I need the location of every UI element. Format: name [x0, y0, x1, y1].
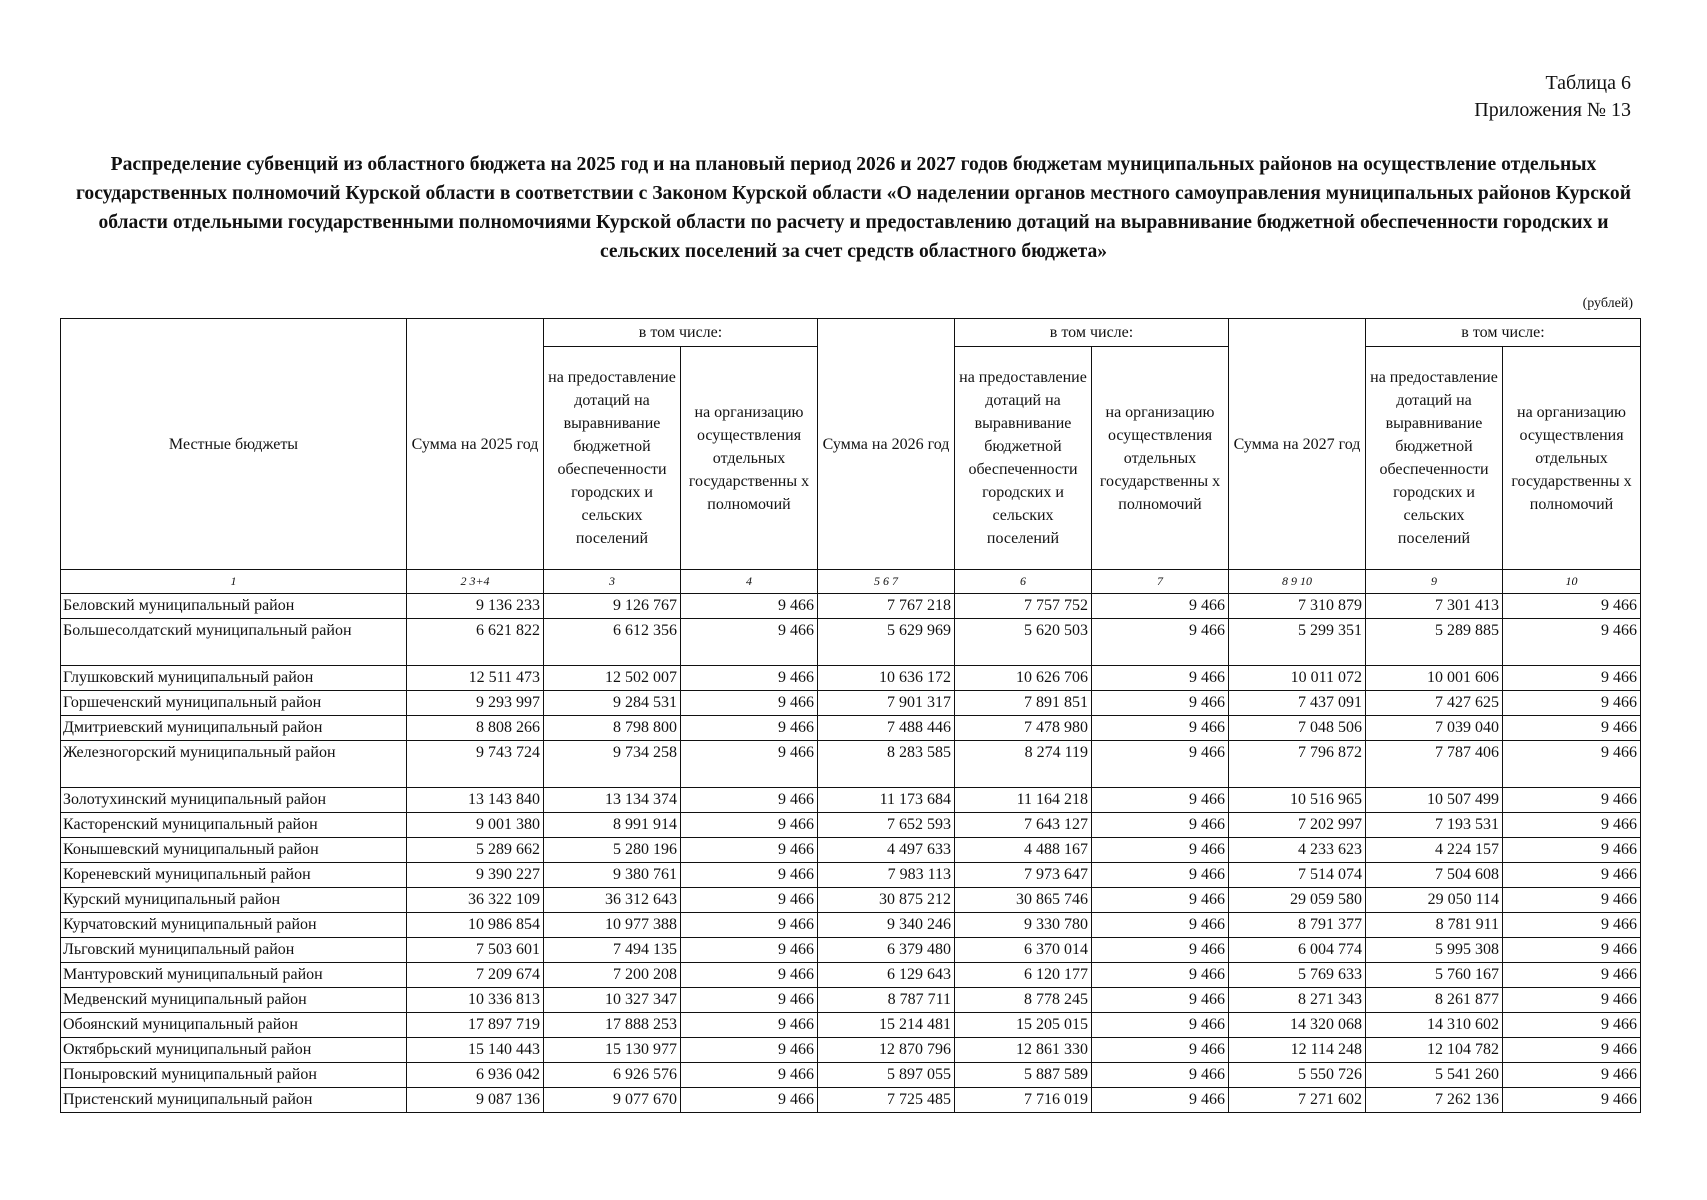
amount-cell: 9 466 [1503, 1063, 1641, 1088]
header-organization-2026: на организацию осуществления отдельных государственны х полномочий [1092, 347, 1229, 570]
amount-cell: 13 134 374 [544, 788, 681, 813]
amount-cell: 9 466 [1503, 863, 1641, 888]
amount-cell: 7 514 074 [1229, 863, 1366, 888]
amount-cell: 9 466 [1503, 716, 1641, 741]
amount-cell: 8 787 711 [818, 988, 955, 1013]
amount-cell: 12 114 248 [1229, 1038, 1366, 1063]
amount-cell: 36 322 109 [407, 888, 544, 913]
amount-cell: 9 390 227 [407, 863, 544, 888]
amount-cell: 9 466 [1503, 788, 1641, 813]
amount-cell: 9 466 [1503, 913, 1641, 938]
amount-cell: 8 991 914 [544, 813, 681, 838]
amount-cell: 10 011 072 [1229, 666, 1366, 691]
column-number-row [61, 570, 1641, 594]
document-title: Распределение субвенций из областного бюджета на 2025 год и на плановый период 2026 и 2027 годов бюджетам муниципальных районов на осуществление отдельных государственных полномочий Курской области в соответствии с Законом Курской области «О наделении органов местного самоуправления муниципальных районов Курской области отдельными государственными полномочиями Курской области по расчету и предоставлению дотаций на выравнивание бюджетной обеспеченности городских и сельских поселений за счет средств областного бюджета» [75, 154, 1632, 262]
amount-cell: 9 466 [1503, 813, 1641, 838]
table-row [61, 813, 1641, 838]
amount-cell: 7 643 127 [955, 813, 1092, 838]
amount-cell: 12 870 796 [818, 1038, 955, 1063]
table-row [61, 716, 1641, 741]
amount-cell: 7 725 485 [818, 1088, 955, 1113]
amount-cell: 7 973 647 [955, 863, 1092, 888]
district-name: Обоянский муниципальный район [61, 1013, 407, 1038]
amount-cell: 12 502 007 [544, 666, 681, 691]
amount-cell: 9 466 [681, 619, 818, 666]
table-row [61, 963, 1641, 988]
amount-cell: 15 205 015 [955, 1013, 1092, 1038]
table-row [61, 741, 1641, 788]
amount-cell: 7 503 601 [407, 938, 544, 963]
amount-cell: 9 466 [681, 863, 818, 888]
amount-cell: 9 077 670 [544, 1088, 681, 1113]
amount-cell: 9 284 531 [544, 691, 681, 716]
amount-cell: 9 466 [1092, 666, 1229, 691]
amount-cell: 9 466 [681, 788, 818, 813]
amount-cell: 9 466 [1503, 988, 1641, 1013]
amount-cell: 15 140 443 [407, 1038, 544, 1063]
amount-cell: 9 466 [681, 1038, 818, 1063]
amount-cell: 7 271 602 [1229, 1088, 1366, 1113]
amount-cell: 6 612 356 [544, 619, 681, 666]
amount-cell: 6 926 576 [544, 1063, 681, 1088]
amount-cell: 9 466 [1092, 888, 1229, 913]
district-name: Курский муниципальный район [61, 888, 407, 913]
header-organization-2027: на организацию осуществления отдельных государственны х полномочий [1503, 347, 1641, 570]
amount-cell: 7 039 040 [1366, 716, 1503, 741]
amount-cell: 5 541 260 [1366, 1063, 1503, 1088]
amount-cell: 10 507 499 [1366, 788, 1503, 813]
column-number: 7 [1092, 570, 1229, 594]
amount-cell: 9 466 [1503, 666, 1641, 691]
amount-cell: 6 129 643 [818, 963, 955, 988]
amount-cell: 4 233 623 [1229, 838, 1366, 863]
district-name: Октябрьский муниципальный район [61, 1038, 407, 1063]
amount-cell: 8 781 911 [1366, 913, 1503, 938]
header-group-2025: в том числе: [544, 319, 818, 347]
amount-cell: 9 466 [681, 988, 818, 1013]
amount-cell: 9 001 380 [407, 813, 544, 838]
amount-cell: 9 466 [1503, 594, 1641, 619]
amount-cell: 9 466 [681, 691, 818, 716]
amount-cell: 10 977 388 [544, 913, 681, 938]
amount-cell: 8 778 245 [955, 988, 1092, 1013]
table-row [61, 913, 1641, 938]
amount-cell: 9 466 [1503, 888, 1641, 913]
header-dotation-2025: на предоставление дотаций на выравнивание бюджетной обеспеченности городских и сельских поселений [544, 347, 681, 570]
district-name: Медвенский муниципальный район [61, 988, 407, 1013]
amount-cell: 9 466 [681, 1063, 818, 1088]
column-number: 2 3+4 [407, 570, 544, 594]
amount-cell: 7 652 593 [818, 813, 955, 838]
amount-cell: 5 280 196 [544, 838, 681, 863]
column-number: 3 [544, 570, 681, 594]
amount-cell: 9 466 [1092, 1063, 1229, 1088]
district-name: Курчатовский муниципальный район [61, 913, 407, 938]
amount-cell: 9 466 [1092, 988, 1229, 1013]
amount-cell: 7 716 019 [955, 1088, 1092, 1113]
amount-cell: 9 466 [1092, 788, 1229, 813]
amount-cell: 5 760 167 [1366, 963, 1503, 988]
amount-cell: 9 466 [681, 938, 818, 963]
amount-cell: 5 995 308 [1366, 938, 1503, 963]
amount-cell: 12 511 473 [407, 666, 544, 691]
amount-cell: 12 861 330 [955, 1038, 1092, 1063]
header-dotation-2027: на предоставление дотаций на выравнивание бюджетной обеспеченности городских и сельских поселений [1366, 347, 1503, 570]
header-local-budgets: Местные бюджеты [61, 319, 407, 570]
amount-cell: 7 048 506 [1229, 716, 1366, 741]
amount-cell: 7 200 208 [544, 963, 681, 988]
amount-cell: 9 340 246 [818, 913, 955, 938]
district-name: Золотухинский муниципальный район [61, 788, 407, 813]
amount-cell: 9 466 [1092, 716, 1229, 741]
amount-cell: 9 466 [681, 666, 818, 691]
amount-cell: 9 330 780 [955, 913, 1092, 938]
district-name: Касторенский муниципальный район [61, 813, 407, 838]
district-name: Железногорский муниципальный район [61, 741, 407, 788]
amount-cell: 8 271 343 [1229, 988, 1366, 1013]
amount-cell: 7 901 317 [818, 691, 955, 716]
amount-cell: 9 466 [681, 963, 818, 988]
amount-cell: 9 466 [1503, 1013, 1641, 1038]
units-label: (рублей) [1582, 296, 1633, 311]
amount-cell: 15 214 481 [818, 1013, 955, 1038]
district-name: Поныровский муниципальный район [61, 1063, 407, 1088]
amount-cell: 29 050 114 [1366, 888, 1503, 913]
amount-cell: 5 887 589 [955, 1063, 1092, 1088]
amount-cell: 9 136 233 [407, 594, 544, 619]
amount-cell: 13 143 840 [407, 788, 544, 813]
amount-cell: 8 808 266 [407, 716, 544, 741]
amount-cell: 5 289 885 [1366, 619, 1503, 666]
amount-cell: 8 283 585 [818, 741, 955, 788]
amount-cell: 10 516 965 [1229, 788, 1366, 813]
amount-cell: 4 488 167 [955, 838, 1092, 863]
table-row [61, 1038, 1641, 1063]
table-row [61, 888, 1641, 913]
amount-cell: 36 312 643 [544, 888, 681, 913]
amount-cell: 6 120 177 [955, 963, 1092, 988]
table-row [61, 863, 1641, 888]
amount-cell: 9 466 [1092, 691, 1229, 716]
amount-cell: 9 734 258 [544, 741, 681, 788]
amount-cell: 10 636 172 [818, 666, 955, 691]
amount-cell: 10 986 854 [407, 913, 544, 938]
amount-cell: 9 466 [1503, 1088, 1641, 1113]
amount-cell: 8 791 377 [1229, 913, 1366, 938]
amount-cell: 5 769 633 [1229, 963, 1366, 988]
amount-cell: 8 274 119 [955, 741, 1092, 788]
amount-cell: 9 466 [1092, 913, 1229, 938]
table-row [61, 938, 1641, 963]
amount-cell: 7 209 674 [407, 963, 544, 988]
table-row [61, 1063, 1641, 1088]
amount-cell: 12 104 782 [1366, 1038, 1503, 1063]
amount-cell: 9 126 767 [544, 594, 681, 619]
amount-cell: 9 466 [1092, 863, 1229, 888]
amount-cell: 9 466 [1092, 963, 1229, 988]
amount-cell: 10 327 347 [544, 988, 681, 1013]
table-row [61, 666, 1641, 691]
amount-cell: 30 865 746 [955, 888, 1092, 913]
amount-cell: 9 466 [681, 888, 818, 913]
district-name: Глушковский муниципальный район [61, 666, 407, 691]
amount-cell: 9 466 [1503, 963, 1641, 988]
amount-cell: 9 466 [681, 813, 818, 838]
amount-cell: 7 427 625 [1366, 691, 1503, 716]
amount-cell: 7 301 413 [1366, 594, 1503, 619]
amount-cell: 7 494 135 [544, 938, 681, 963]
column-number: 5 6 7 [818, 570, 955, 594]
subvention-table [60, 318, 1641, 1113]
amount-cell: 9 466 [1503, 691, 1641, 716]
amount-cell: 9 466 [681, 913, 818, 938]
column-number: 10 [1503, 570, 1641, 594]
amount-cell: 9 466 [1503, 1038, 1641, 1063]
amount-cell: 9 466 [1503, 838, 1641, 863]
amount-cell: 9 466 [1503, 741, 1641, 788]
table-row [61, 619, 1641, 666]
amount-cell: 4 497 633 [818, 838, 955, 863]
amount-cell: 9 466 [1503, 938, 1641, 963]
amount-cell: 9 466 [681, 716, 818, 741]
appendix-label: Приложения № 13 [1474, 99, 1631, 121]
amount-cell: 7 478 980 [955, 716, 1092, 741]
amount-cell: 7 310 879 [1229, 594, 1366, 619]
district-name: Беловский муниципальный район [61, 594, 407, 619]
amount-cell: 9 466 [1092, 619, 1229, 666]
amount-cell: 9 466 [681, 594, 818, 619]
district-name: Льговский муниципальный район [61, 938, 407, 963]
district-name: Дмитриевский муниципальный район [61, 716, 407, 741]
amount-cell: 7 488 446 [818, 716, 955, 741]
table-row [61, 988, 1641, 1013]
district-name: Большесолдатский муниципальный район [61, 619, 407, 666]
amount-cell: 9 087 136 [407, 1088, 544, 1113]
amount-cell: 7 437 091 [1229, 691, 1366, 716]
amount-cell: 7 262 136 [1366, 1088, 1503, 1113]
amount-cell: 9 466 [1092, 813, 1229, 838]
amount-cell: 10 001 606 [1366, 666, 1503, 691]
amount-cell: 9 466 [1092, 594, 1229, 619]
amount-cell: 17 897 719 [407, 1013, 544, 1038]
header-group-2026: в том числе: [955, 319, 1229, 347]
amount-cell: 6 379 480 [818, 938, 955, 963]
amount-cell: 9 466 [681, 1013, 818, 1038]
amount-cell: 6 370 014 [955, 938, 1092, 963]
header-group-2027: в том числе: [1366, 319, 1641, 347]
header-sum-2027: Сумма на 2027 год [1229, 319, 1366, 570]
amount-cell: 9 466 [1092, 1088, 1229, 1113]
amount-cell: 7 796 872 [1229, 741, 1366, 788]
amount-cell: 6 004 774 [1229, 938, 1366, 963]
amount-cell: 9 466 [1092, 1013, 1229, 1038]
amount-cell: 5 620 503 [955, 619, 1092, 666]
amount-cell: 7 757 752 [955, 594, 1092, 619]
amount-cell: 14 320 068 [1229, 1013, 1366, 1038]
table-row [61, 691, 1641, 716]
amount-cell: 8 261 877 [1366, 988, 1503, 1013]
header-sum-2025: Сумма на 2025 год [407, 319, 544, 570]
amount-cell: 7 767 218 [818, 594, 955, 619]
district-name: Пристенский муниципальный район [61, 1088, 407, 1113]
amount-cell: 7 983 113 [818, 863, 955, 888]
amount-cell: 8 798 800 [544, 716, 681, 741]
header-dotation-2026: на предоставление дотаций на выравнивание бюджетной обеспеченности городских и сельских поселений [955, 347, 1092, 570]
amount-cell: 9 466 [1092, 741, 1229, 788]
district-name: Мантуровский муниципальный район [61, 963, 407, 988]
amount-cell: 5 289 662 [407, 838, 544, 863]
column-number: 1 [61, 570, 407, 594]
amount-cell: 14 310 602 [1366, 1013, 1503, 1038]
amount-cell: 10 336 813 [407, 988, 544, 1013]
amount-cell: 9 466 [681, 838, 818, 863]
amount-cell: 5 550 726 [1229, 1063, 1366, 1088]
table-row [61, 1013, 1641, 1038]
amount-cell: 9 293 997 [407, 691, 544, 716]
amount-cell: 11 173 684 [818, 788, 955, 813]
amount-cell: 10 626 706 [955, 666, 1092, 691]
amount-cell: 6 621 822 [407, 619, 544, 666]
amount-cell: 9 466 [1092, 938, 1229, 963]
table-row [61, 594, 1641, 619]
amount-cell: 30 875 212 [818, 888, 955, 913]
amount-cell: 7 193 531 [1366, 813, 1503, 838]
amount-cell: 7 787 406 [1366, 741, 1503, 788]
amount-cell: 5 629 969 [818, 619, 955, 666]
amount-cell: 5 299 351 [1229, 619, 1366, 666]
amount-cell: 7 202 997 [1229, 813, 1366, 838]
amount-cell: 4 224 157 [1366, 838, 1503, 863]
amount-cell: 7 504 608 [1366, 863, 1503, 888]
amount-cell: 9 466 [681, 741, 818, 788]
column-number: 8 9 10 [1229, 570, 1366, 594]
amount-cell: 5 897 055 [818, 1063, 955, 1088]
header-organization-2025: на организацию осуществления отдельных государственны х полномочий [681, 347, 818, 570]
table-label: Таблица 6 [1545, 72, 1631, 94]
table-body [61, 594, 1641, 1113]
amount-cell: 9 466 [681, 1088, 818, 1113]
header-sum-2026: Сумма на 2026 год [818, 319, 955, 570]
amount-cell: 15 130 977 [544, 1038, 681, 1063]
column-number: 9 [1366, 570, 1503, 594]
table-row [61, 1088, 1641, 1113]
amount-cell: 9 466 [1503, 619, 1641, 666]
amount-cell: 17 888 253 [544, 1013, 681, 1038]
district-name: Конышевский муниципальный район [61, 838, 407, 863]
column-number: 6 [955, 570, 1092, 594]
amount-cell: 9 380 761 [544, 863, 681, 888]
column-number: 4 [681, 570, 818, 594]
amount-cell: 9 743 724 [407, 741, 544, 788]
amount-cell: 6 936 042 [407, 1063, 544, 1088]
amount-cell: 9 466 [1092, 1038, 1229, 1063]
district-name: Горшеченский муниципальный район [61, 691, 407, 716]
amount-cell: 11 164 218 [955, 788, 1092, 813]
district-name: Кореневский муниципальный район [61, 863, 407, 888]
amount-cell: 7 891 851 [955, 691, 1092, 716]
table-row [61, 838, 1641, 863]
table-reference [1474, 70, 1631, 124]
table-row [61, 788, 1641, 813]
amount-cell: 9 466 [1092, 838, 1229, 863]
amount-cell: 29 059 580 [1229, 888, 1366, 913]
